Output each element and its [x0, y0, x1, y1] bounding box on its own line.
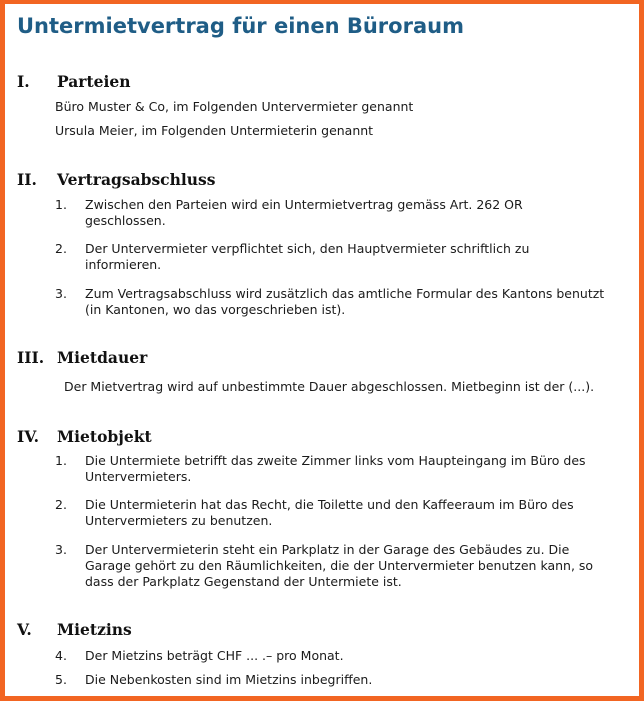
mietdauer-text: Der Mietvertrag wird auf unbestimmte Dauer abgeschlossen. Mietbeginn ist der (...).	[64, 379, 595, 394]
section-number: IV.	[17, 427, 39, 446]
list-number: 1.	[55, 453, 67, 468]
list-item: Der Untervermieterin steht ein Parkplatz in der Garage des Gebäudes zu. Die Garage gehört zu den Räumlichkeiten, die der Untervermieter benutzen kann, so dass der Parkplatz Gegenstand der Untermiete ist.	[85, 542, 594, 589]
party-tenant: Ursula Meier, im Folgenden Untermieterin genannt	[55, 123, 374, 138]
section-title: Mietobjekt	[57, 427, 152, 446]
list-item: Die Nebenkosten sind im Mietzins inbegriffen.	[85, 672, 373, 687]
section-number: I.	[17, 72, 30, 91]
section-number: III.	[17, 348, 45, 367]
section-title: Mietdauer	[57, 348, 148, 367]
list-item: Zum Vertragsabschluss wird zusätzlich das amtliche Formular des Kantons benutzt (in Kantonen, wo das vorgeschrieben ist).	[85, 286, 605, 317]
list-item: Der Untervermieter verpflichtet sich, den Hauptvermieter schriftlich zu informieren.	[85, 241, 530, 272]
section-title: Mietzins	[57, 620, 132, 639]
list-number: 5.	[55, 672, 67, 687]
section-number: II.	[17, 170, 37, 189]
list-item: Der Mietzins beträgt CHF ... .– pro Monat.	[85, 648, 344, 663]
list-number: 1.	[55, 197, 67, 212]
list-number: 3.	[55, 542, 67, 557]
document-title: Untermietvertrag für einen Büroraum	[17, 14, 464, 38]
list-number: 2.	[55, 241, 67, 256]
list-item: Die Untermiete betrifft das zweite Zimmer links vom Haupteingang im Büro des Untervermieters.	[85, 453, 586, 484]
list-item: Zwischen den Parteien wird ein Untermietvertrag gemäss Art. 262 OR geschlossen.	[85, 197, 523, 228]
section-title: Vertragsabschluss	[57, 170, 216, 189]
list-number: 2.	[55, 497, 67, 512]
list-item: Die Untermieterin hat das Recht, die Toilette und den Kaffeeraum im Büro des Untervermieters zu benutzen.	[85, 497, 574, 528]
section-number: V.	[17, 620, 32, 639]
list-number: 4.	[55, 648, 67, 663]
list-number: 3.	[55, 286, 67, 301]
party-landlord: Büro Muster & Co, im Folgenden Untervermieter genannt	[55, 99, 414, 114]
section-title: Parteien	[57, 72, 131, 91]
